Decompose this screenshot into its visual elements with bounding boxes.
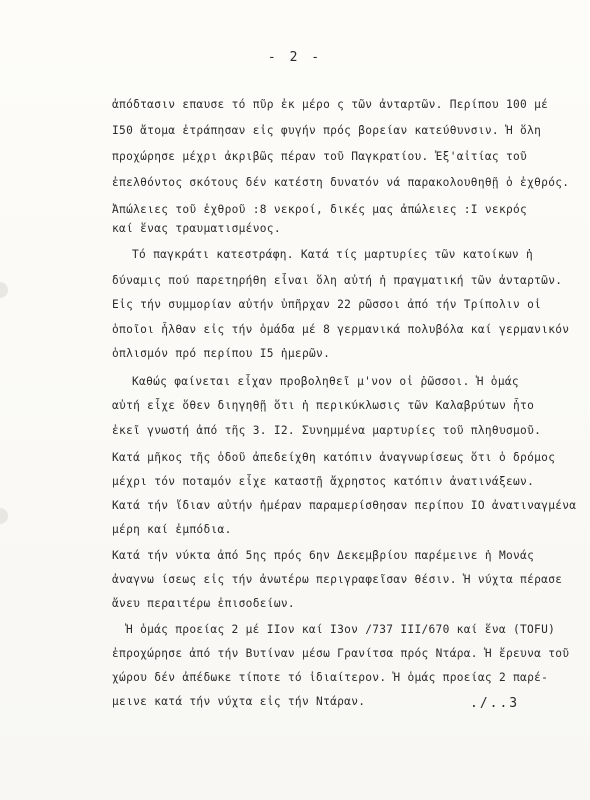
text-line: ἐκεῖ γνωστή ἀπό τῆς 3. Ι2. Συνημμένα μαρτυρίες τοῦ πληθυσμοῦ. [112, 424, 542, 437]
text-line: ὁποῖοι ἦλθαν εἰς τήν ὁμάδα μέ 8 γερμανικά πολυβόλα καί γερμανικόν [112, 323, 570, 336]
text-line: Τό παγκράτι κατεστράφη. Κατά τίς μαρτυρίες τῶν κατοίκων ἡ [132, 248, 534, 261]
text-line: μεινε κατά τήν νύχτα εἰς τήν Ντάραν. [112, 695, 366, 708]
text-line: προχώρησε μέχρι ἀκριβῶς πέραν τοῦ Παγκρατίου. Ἐξ'αἰτίας τοῦ [112, 150, 528, 163]
text-line: Ι50 ἄτομα ἐτράπησαν εἰς φυγήν πρός βορείαν κατεύθυνσιν. Ἡ ὅλη [112, 124, 542, 137]
page-number: - 2 - [267, 50, 323, 65]
text-line: ἀπόδτασιν επαυσε τό πῦρ ἐκ μέρο ς τῶν ἀνταρτῶν. Περίπου 100 μέ [112, 98, 549, 111]
text-line: μέρη καί ἐμπόδια. [112, 523, 232, 536]
text-line: δύναμις πού παρετηρήθη εἶναι ὅλη αὐτή ἡ πραγματική τῶν ἀνταρτῶν. [112, 274, 563, 287]
text-line: Ἀπώλειες τοῦ ἐχθροῦ :8 νεκροί, δικές μας ἀπώλειες :Ι νεκρός [112, 203, 528, 216]
text-line: ἄνευ περαιτέρω ἐπισοδείων. [112, 597, 295, 610]
continuation-marker: ./..3 [470, 696, 520, 711]
text-line: αὐτή εἶχε ὅθεν διηγηθῇ ὅτι ἡ περικύκλωσις τῶν Καλαβρύτων ἦτο [112, 399, 535, 412]
text-line: Καθώς φαίνεται εἶχαν προβοληθεῖ μ'νον οἱ ῥῶσσοι. Ἡ ὁμάς [132, 375, 519, 388]
text-line: μέχρι τόν ποταμόν εἶχε καταστῇ ἄχρηστος κατόπιν ἀνατινάξεων. [112, 475, 535, 488]
punch-hole [0, 508, 8, 524]
text-line: Εἰς τήν συμμορίαν αὐτήν ὑπῆρχαν 22 ρῶσσοι ἀπό τήν Τρίπολιν οἱ [112, 298, 542, 311]
text-line: ἀναγνω ίσεως εἰς τήν ἀνωτέρω περιγραφεῖσαν θέσιν. Ἡ νύχτα πέρασε [112, 573, 563, 586]
text-line: ἐπροχώρησε ἀπό τήν Βυτίναν μέσω Γρανίτσα πρός Ντάρα. Ἡ ἔρευνα τοῦ [112, 647, 570, 660]
punch-hole [0, 282, 8, 298]
text-line: Κατά μῆκος τῆς ὁδοῦ ἀπεδείχθη κατόπιν ἀναγνωρίσεως ὅτι ὁ δρόμος [112, 451, 556, 464]
text-line: ὁπλισμόν πρό περίπου Ι5 ἡμερῶν. [112, 347, 331, 360]
text-line: χώρου δέν ἀπέδωκε τίποτε τό ἰδιαίτερον. Ἡ ὁμάς προείας 2 παρέ- [112, 671, 549, 684]
text-line: Κατά τήν νύκτα ἀπό 5ης πρός 6ην Δεκεμβρίου παρέμεινε ἡ Μονάς [112, 549, 535, 562]
text-line: καί ἕνας τραυματισμένος. [112, 222, 281, 235]
text-line: Ἡ ὁμάς προείας 2 μέ ΙΙον καί Ι3ον /737 ΙΙΙ/670 καί ἕνα (TOFU) [126, 623, 556, 636]
text-line: ἐπελθόντος σκότους δέν κατέστη δυνατόν νά παρακολουθηθῇ ὁ ἐχθρός. [112, 176, 570, 189]
text-line: Κατά τήν ἴδιαν αὐτήν ἡμέραν παραμερίσθησαν περίπου ΙΟ ἀνατιναγμένα [112, 499, 577, 512]
